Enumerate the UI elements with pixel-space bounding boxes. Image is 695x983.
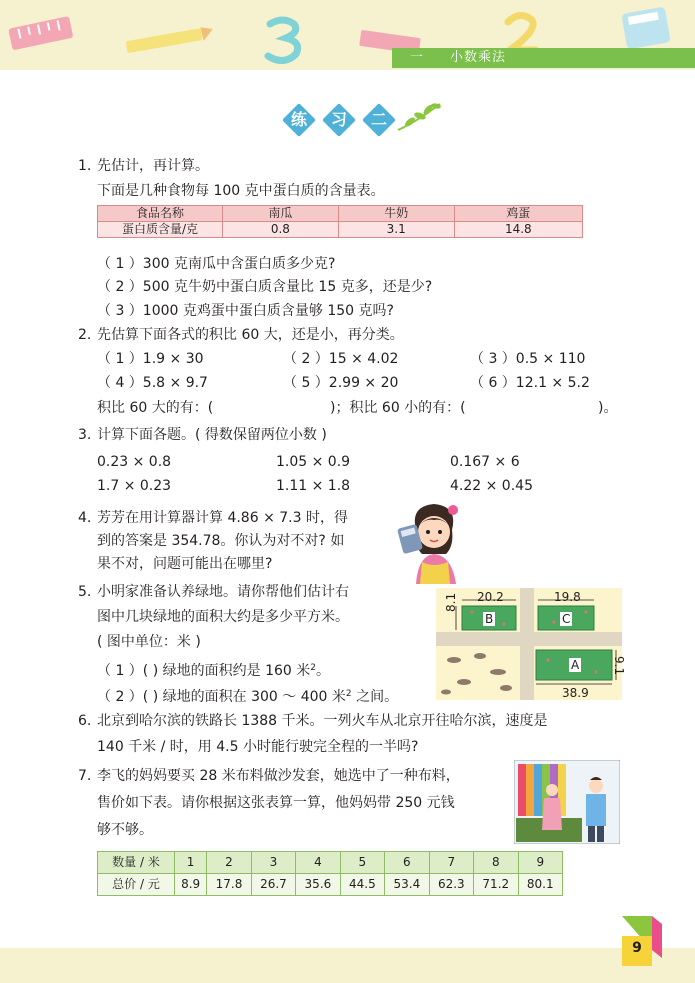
table-cell: 80.1 [518,874,562,896]
q2-item: （ 6 ）12.1 × 5.2 [470,375,590,391]
q7-number: 7. [78,768,92,784]
table-row [98,874,563,896]
q7-line: 够不够。 [97,822,153,838]
q6-number: 6. [78,713,92,729]
plot-a-height-label: 9.1 [612,656,626,676]
q4-number: 4. [78,510,92,526]
table-cell: 53.4 [385,874,429,896]
q5-line: 图中几块绿地的面积大约是多少平方米。 [97,609,349,625]
q2-answer-large: 积比 60 大的有：( [97,400,214,416]
table-cell: 蛋白质含量/克 [98,222,223,238]
table-cell: 26.7 [251,874,295,896]
table-cell: 8.9 [175,874,207,896]
table-cell: 0.8 [223,222,339,238]
fabric-price-table [97,851,563,896]
q1-line: 先估计，再计算。 [97,158,209,174]
table-cell: 17.8 [207,874,251,896]
q2-item: （ 1 ）1.9 × 30 [97,351,204,367]
q7-line: 售价如下表。请你根据这张表算一算，他妈妈带 250 元钱 [97,795,455,811]
q1-sub: （ 1 ）300 克南瓜中含蛋白质多少克? [97,256,336,272]
q6-line: 140 千米 / 时，用 4.5 小时能行驶完全程的一半吗? [97,739,419,755]
section-title-char: 练 [283,104,315,136]
plot-c-label: C [562,612,571,626]
table-cell: 62.3 [429,874,473,896]
q3-item: 1.05 × 0.9 [276,454,351,470]
plot-c-width-label: 19.8 [554,590,581,604]
q3-number: 3. [78,427,92,443]
plot-a-width-label: 38.9 [562,686,589,700]
leaf-branch-icon [396,100,444,136]
table-cell: 3 [251,852,295,874]
pencil-decoration [118,20,218,60]
table-cell: 南瓜 [223,206,339,222]
q5-line: 小明家准备认养绿地。请你帮他们估计右 [97,584,349,600]
q1-sub: （ 2 ）500 克牛奶中蛋白质含量比 15 克多，还是少? [97,279,433,295]
table-cell: 1 [175,852,207,874]
table-cell: 35.6 [296,874,340,896]
fabric-shop-illustration [514,760,620,844]
table-cell: 6 [385,852,429,874]
q1-sub: （ 3 ）1000 克鸡蛋中蛋白质含量够 150 克吗? [97,303,394,319]
q3-item: 0.23 × 0.8 [97,454,172,470]
q3-item: 0.167 × 6 [450,454,520,470]
girl-calculator-illustration [396,496,472,584]
q3-line: 计算下面各题。( 得数保留两位小数 ) [97,427,327,443]
q5-line: ( 图中单位：米 ) [97,634,201,650]
table-cell: 44.5 [340,874,384,896]
q2-answer-end: )。 [598,400,618,416]
table-cell: 总价 / 元 [98,874,175,896]
table-cell: 鸡蛋 [454,206,582,222]
q3-item: 1.11 × 1.8 [276,478,351,494]
q1-line: 下面是几种食物每 100 克中蛋白质的含量表。 [97,183,385,199]
table-cell: 食品名称 [98,206,223,222]
q3-item: 1.7 × 0.23 [97,478,172,494]
plot-b-label: B [485,612,494,626]
q2-item: （ 3 ）0.5 × 110 [470,351,586,367]
table-row [98,206,583,222]
table-cell: 5 [340,852,384,874]
q6-line: 北京到哈尔滨的铁路长 1388 千米。一列火车从北京开往哈尔滨，速度是 [97,713,548,729]
q4-line: 芳芳在用计算器计算 4.86 × 7.3 时，得 [97,510,348,526]
page-number: 9 [632,940,642,956]
q1-number: 1. [78,158,92,174]
q2-item: （ 4 ）5.8 × 9.7 [97,375,208,391]
table-cell: 9 [518,852,562,874]
plot-b-height-label: 8.1 [444,592,458,612]
table-cell: 3.1 [338,222,454,238]
number-three-decoration [262,16,304,64]
protein-table [97,205,583,238]
q2-line: 先估算下面各式的积比 60 大，还是小，再分类。 [97,327,404,343]
table-cell: 数量 / 米 [98,852,175,874]
footer-band [0,948,695,983]
table-cell: 71.2 [474,874,518,896]
chapter-bar [392,48,695,68]
calculator-decoration [618,6,676,50]
table-cell: 4 [296,852,340,874]
section-title-char: 二 [363,104,395,136]
q5-sub: （ 2 ）( ) 绿地的面积在 300 ～ 400 米$^2$ 之间。 [97,689,399,705]
table-cell: 牛奶 [338,206,454,222]
plot-a-label: A [571,658,580,672]
q4-line: 果不对，问题可能出在哪里? [97,556,273,572]
q2-item: （ 5 ）2.99 × 20 [283,375,399,391]
plot-b-width-label: 20.2 [477,590,504,604]
table-row [98,222,583,238]
section-title-char: 习 [323,104,355,136]
table-row [98,852,563,874]
green-plots-map [436,588,626,700]
table-cell: 7 [429,852,473,874]
q5-sub: （ 1 ）( ) 绿地的面积约是 160 米$^2$。 [97,663,330,679]
chapter-title: 小数乘法 [450,50,507,65]
q5-number: 5. [78,584,92,600]
q2-number: 2. [78,327,92,343]
q7-line: 李飞的妈妈要买 28 米布料做沙发套，她选中了一种布料， [97,768,460,784]
q2-answer-small: )；积比 60 小的有：( [330,400,466,416]
q3-item: 4.22 × 0.45 [450,478,533,494]
table-cell: 8 [474,852,518,874]
table-cell: 2 [207,852,251,874]
chapter-number: 一 [410,50,424,65]
q2-item: （ 2 ）15 × 4.02 [283,351,399,367]
q4-line: 到的答案是 354.78。你认为对不对? 如 [97,533,345,549]
ruler-decoration [6,12,78,58]
table-cell: 14.8 [454,222,582,238]
